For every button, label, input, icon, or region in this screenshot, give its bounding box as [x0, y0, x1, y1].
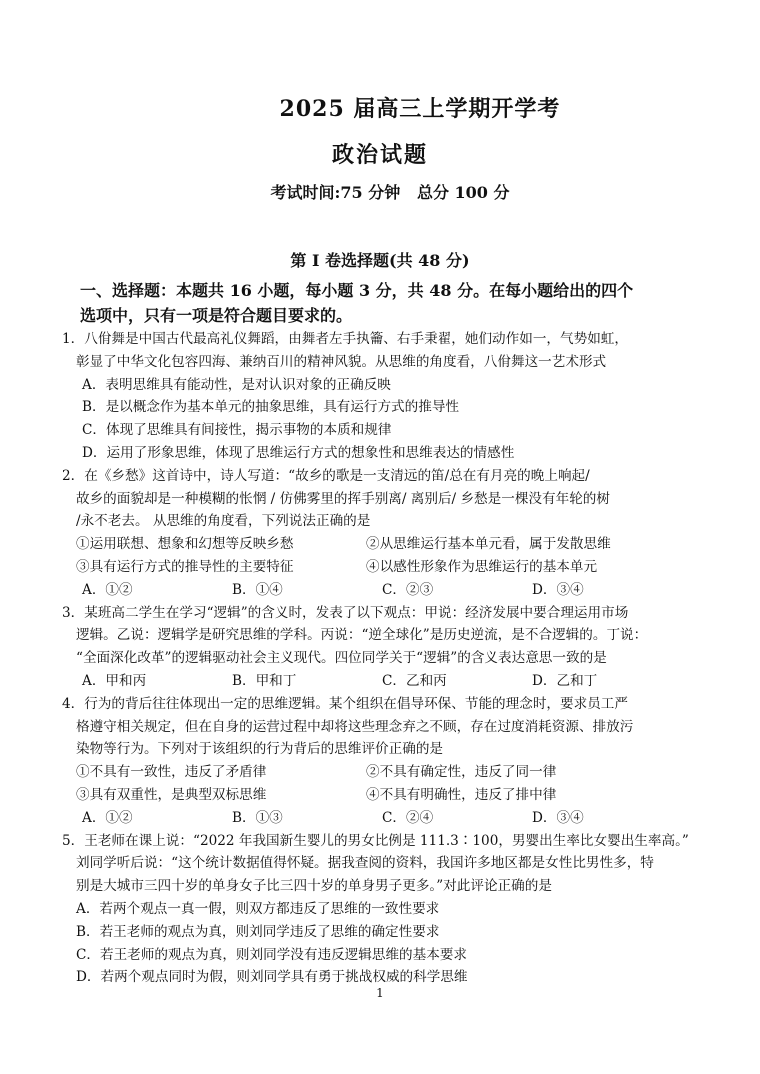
- choice-a: A．①②: [82, 809, 133, 826]
- statement-row: [62, 533, 712, 556]
- choice-c: C．②④: [382, 809, 434, 826]
- option-d: D．若两个观点同时为假，则刘同学具有勇于挑战权威的科学思维: [76, 969, 468, 986]
- question-3: [62, 602, 712, 693]
- part-instructions-line: 一、选择题：本题共 16 小题，每小题 3 分，共 48 分。在每小题给出的四个: [80, 281, 634, 300]
- statement-4: ④以感性形象作为思维运行的基本单元: [366, 558, 598, 575]
- statement-2: ②从思维运行基本单元看，属于发散思维: [366, 536, 611, 553]
- statement-1: ①运用联想、想象和幻想等反映乡愁: [76, 536, 294, 553]
- statement-2: ②不具有确定性，违反了同一律: [366, 764, 557, 781]
- question-text: 故乡的面貌却是一种模糊的怅惘 / 仿佛雾里的挥手别离/ 离别后/ 乡愁是一棵没有年轮的树: [76, 490, 610, 507]
- choice-d: D．③④: [532, 809, 584, 826]
- choice-d: D．③④: [532, 581, 584, 598]
- statement-3: ③具有双重性，是典型双标思维: [76, 786, 267, 803]
- part-instructions-line: 选项中，只有一项是符合题目要求的。: [80, 306, 353, 325]
- choice-row: [62, 579, 712, 602]
- page-number: 1: [376, 986, 384, 1000]
- statement-1: ①不具有一致性，违反了矛盾律: [76, 764, 267, 781]
- choice-b: B．甲和丁: [232, 672, 297, 689]
- questions-list: [62, 328, 712, 989]
- question-text: “全面深化改革”的逻辑驱动社会主义现代。四位同学关于“逻辑”的含义表达意思一致的是: [76, 650, 607, 667]
- option-c: C．若王老师的观点为真，则刘同学没有违反逻辑思维的基本要求: [76, 946, 468, 963]
- question-text: 染物等行为。下列对于该组织的行为背后的思维评价正确的是: [76, 741, 444, 758]
- question-1: [62, 328, 712, 465]
- option-b: B．是以概念作为基本单元的抽象思维，具有运行方式的推导性: [82, 399, 460, 416]
- question-text: 逻辑。乙说：逻辑学是研究思维的学科。丙说：“逆全球化”是历史逆流，是不合逻辑的。丁说：: [76, 627, 648, 644]
- choice-a: A．甲和丙: [82, 672, 147, 689]
- question-text: 3．某班高二学生在学习“逻辑”的含义时，发表了以下观点：甲说：经济发展中要合理运用市场: [62, 604, 629, 621]
- choice-b: B．①④: [232, 581, 283, 598]
- section-title: 第 I 卷选择题(共 48 分): [290, 251, 470, 270]
- question-text: 别是大城市三四十岁的单身女子比三四十岁的单身男子更多。”对此评论正确的是: [76, 878, 552, 895]
- statement-row: [62, 784, 712, 807]
- choice-row: [62, 807, 712, 830]
- question-5: [62, 830, 712, 990]
- exam-title: 2025 届高三上学期开学考: [279, 96, 561, 122]
- option-c: C．体现了思维具有间接性，揭示事物的本质和规律: [82, 422, 392, 439]
- option-b: B．若王老师的观点为真，则刘同学违反了思维的确定性要求: [76, 923, 440, 940]
- question-text: /永不老去。 从思维的角度看，下列说法正确的是: [76, 513, 371, 530]
- question-text: 1．八佾舞是中国古代最高礼仪舞蹈，由舞者左手执籥、右手秉翟，她们动作如一，气势如虹，: [62, 331, 628, 347]
- choice-row: [62, 670, 712, 693]
- choice-c: C．乙和丙: [382, 672, 447, 689]
- question-text: 2．在《乡愁》这首诗中，诗人写道：“故乡的歌是一支清远的笛/总在有月亮的晚上响起/: [62, 467, 590, 484]
- exam-subtitle: 政治试题: [331, 142, 428, 168]
- choice-c: C．②③: [382, 581, 434, 598]
- exam-info: 考试时间:75 分钟 总分 100 分: [270, 183, 510, 202]
- question-4: [62, 693, 712, 830]
- choice-d: D．乙和丁: [532, 672, 598, 689]
- question-2: [62, 465, 712, 602]
- question-text: 彰显了中华文化包容四海、兼纳百川的精神风貌。从思维的角度看，八佾舞这一艺术形式: [76, 353, 607, 370]
- question-text: 5．王老师在课上说：“2022 年我国新生婴儿的男女比例是 111.3∶100，男婴出生率比女婴出生率高。”: [62, 832, 689, 849]
- choice-a: A．①②: [82, 581, 133, 598]
- question-text: 格遵守相关规定，但在自身的运营过程中却将这些理念弃之不顾，存在过度消耗资源、排放污: [76, 718, 634, 735]
- question-text: 刘同学听后说：“这个统计数据值得怀疑。据我查阅的资料，我国许多地区都是女性比男性多，特: [76, 855, 654, 872]
- option-a: A．若两个观点一真一假，则双方都违反了思维的一致性要求: [76, 900, 440, 917]
- choice-b: B．①③: [232, 809, 283, 826]
- statement-3: ③具有运行方式的推导性的主要特征: [76, 558, 294, 575]
- option-a: A．表明思维具有能动性，是对认识对象的正确反映: [82, 376, 391, 393]
- statement-row: [62, 556, 712, 579]
- part-instructions: [80, 278, 700, 328]
- statement-row: [62, 761, 712, 784]
- option-d: D．运用了形象思维，体现了思维运行方式的想象性和思维表达的情感性: [82, 444, 515, 461]
- statement-4: ④不具有明确性，违反了排中律: [366, 786, 557, 803]
- question-text: 4．行为的背后往往体现出一定的思维逻辑。某个组织在倡导环保、节能的理念时，要求员工严: [62, 695, 628, 712]
